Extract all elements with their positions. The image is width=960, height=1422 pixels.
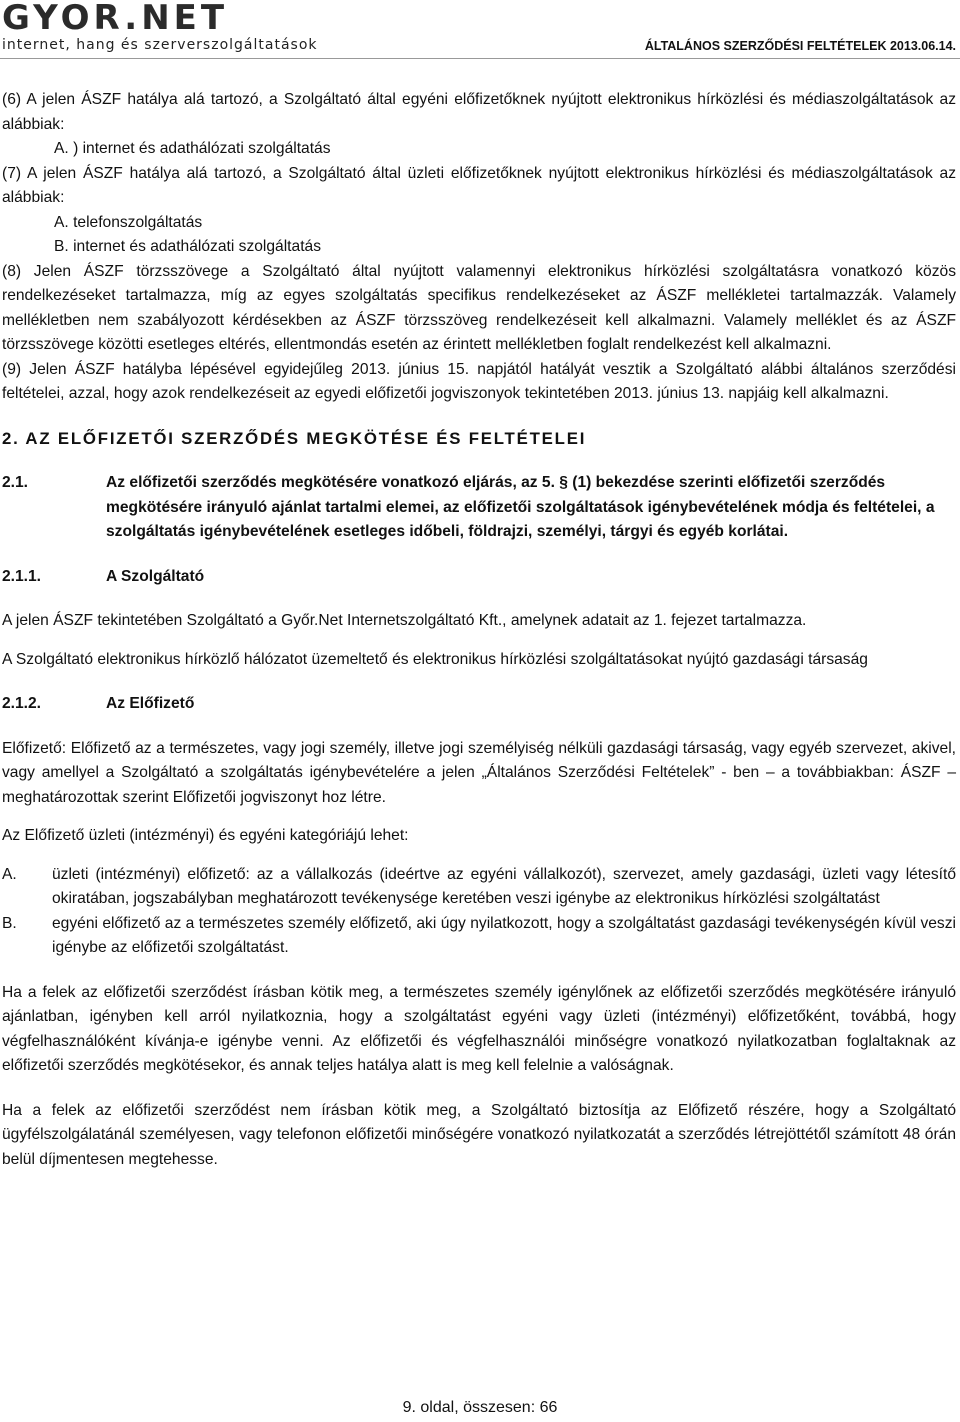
paragraph-written-contract: Ha a felek az előfizetői szerződést írásban kötik meg, a természetes személy igénylőnek az előfizetői szerződés megkötésére irányuló ajánlatban, igényben kell arról nyilatkoznia, hogy a szolgáltatást egyéni vagy üzleti (intézményi) előfizetőként, továbbá, hogy végfelhasználóként kívánja-e igénybe venni. Az előfizetői és végfelhasználói minőségre vonatkozó nyilatkozatban foglaltaknak az előfizetői szerződés megkötésekor, és annak teljes hatálya alatt is meg kell felelnie a valóságnak.	[2, 983, 956, 1074]
section-2-1-1-number: 2.1.1.	[2, 567, 42, 585]
section-2-1-title: Az előfizetői szerződés megkötésére vonatkozó eljárás, az 5. § (1) bekezdése szerinti előfizetői szerződés megkötésére irányuló ajánlat tartalmi elemei, az előfizetői szolgáltatások igénybevételének módja és feltételei, a szolgáltatás igénybevételének esetleges időbeli, földrajzi, személyi, tárgyi és egyéb korlátai.	[106, 474, 935, 540]
paragraph-6-item-a: A. ) internet és adathálózati szolgáltatás	[54, 140, 331, 157]
document-body	[2, 88, 956, 1172]
section-2-1-1-paragraph-2: A Szolgáltató elektronikus hírközlő hálózatot üzemeltető és elektronikus hírközlési szolgáltatásokat nyújtó gazdasági társaság	[2, 650, 868, 668]
section-2-1-number: 2.1.	[2, 474, 29, 491]
site-logo: GYOR.NET	[2, 0, 229, 38]
list-item-a	[2, 863, 956, 912]
paragraph-7: (7) A jelen ÁSZF hatálya alá tartozó, a Szolgáltató által üzleti előfizetőknek nyújtott elektronikus hírközlési és médiaszolgáltatások az alábbiak:	[2, 164, 956, 206]
section-2-1	[2, 471, 956, 545]
list-item-a-label: A.	[2, 865, 17, 883]
paragraph-non-written-contract: Ha a felek az előfizetői szerződést nem írásban kötik meg, a Szolgáltató biztosítja az Előfizető részére, hogy a Szolgáltató ügyfélszolgálatánál személyesen, vagy telefonon előfizetői minőségére vonatkozó nyilatkozatát a szerződés létrejöttétől számított 48 órán belül díjmentesen megtehesse.	[2, 1101, 956, 1168]
page-number: 9. oldal, összesen: 66	[402, 1399, 558, 1416]
section-2-1-2-paragraph-1: Előfizető: Előfizető az a természetes, vagy jogi személy, illetve jogi személyiség nélküli gazdasági társaság, vagy egyéb szervezet, akivel, vagy amellyel a Szolgáltató a szolgáltatás igénybevételére a jelen „Általános Szerződési Feltételek” - ben – a továbbiakban: ÁSZF – meghatározottak szerint Előfizetői jogviszonyt hoz létre.	[2, 739, 956, 806]
list-item-a-text: üzleti (intézményi) előfizető: az a vállalkozás (ideértve az egyéni vállalkozót), szervezet, amely gazdasági, üzleti vagy létesítő okiratában, jogszabályban meghatározott tevékenysége keretében veszi igénybe az elektronikus hírközlési szolgáltatást	[52, 865, 956, 907]
paragraph-6: (6) A jelen ÁSZF hatálya alá tartozó, a Szolgáltató által egyéni előfizetőknek nyújtott elektronikus hírközlési és médiaszolgáltatások az alábbiak:	[2, 91, 956, 133]
paragraph-7-item-b: B. internet és adathálózati szolgáltatás	[54, 238, 321, 255]
list-item-b	[2, 912, 956, 961]
section-2-1-1-title: A Szolgáltató	[106, 567, 205, 585]
paragraph-9: (9) Jelen ÁSZF hatályba lépésével egyidejűleg 2013. június 15. napjától hatályát vesztik a Szolgáltató alábbi általános szerződési feltételei, azzal, hogy azok rendelkezéseit az egyedi előfizetői jogviszonyok tekintetében 2013. június 13. napjáig kell alkalmazni.	[2, 360, 956, 402]
list-item-b-label: B.	[2, 914, 17, 932]
header-divider	[0, 58, 960, 59]
section-2-1-2	[2, 692, 956, 717]
paragraph-8: (8) Jelen ÁSZF törzsszövege a Szolgáltató által nyújtott valamennyi elektronikus hírközlési szolgáltatásra vonatkozó közös rendelkezéseket tartalmazza, míg az egyes szolgáltatás specifikus rendelkezéseket az ÁSZF mellékletei tartalmazzák. Valamely mellékletben nem szabályozott kérdésekben az ÁSZF törzsszöveg rendelkezéseit kell alkalmazni. Valamely melléklet és az ÁSZF törzsszövege közötti esetleges eltérés, ellentmondás esetén az érintett mellékletben foglalt rendelkezést kell alkalmazni.	[2, 262, 956, 353]
section-2-1-1	[2, 565, 956, 590]
section-2-heading: 2. AZ ELŐFIZETŐI SZERZŐDÉS MEGKÖTÉSE ÉS FELTÉTELEI	[2, 428, 587, 448]
section-2-1-2-number: 2.1.2.	[2, 695, 42, 712]
section-2-1-2-title: Az Előfizető	[106, 695, 195, 712]
section-2-1-1-paragraph-1: A jelen ÁSZF tekintetében Szolgáltató a Győr.Net Internetszolgáltató Kft., amelynek adatait az 1. fejezet tartalmazza.	[2, 612, 807, 629]
site-tagline: internet, hang és szerverszolgáltatások	[2, 37, 318, 53]
paragraph-7-item-a: A. telefonszolgáltatás	[54, 213, 203, 231]
list-item-b-text: egyéni előfizető az a természetes személy előfizető, aki úgy nyilatkozott, hogy a szolgáltatást gazdasági tevékenységén kívül veszi igénybe az előfizetői szolgáltatást.	[52, 914, 956, 956]
document-title: ÁLTALÁNOS SZERZŐDÉSI FELTÉTELEK 2013.06.14.	[644, 39, 956, 53]
section-2-1-2-paragraph-2: Az Előfizető üzleti (intézményi) és egyéni kategóriájú lehet:	[2, 827, 409, 844]
